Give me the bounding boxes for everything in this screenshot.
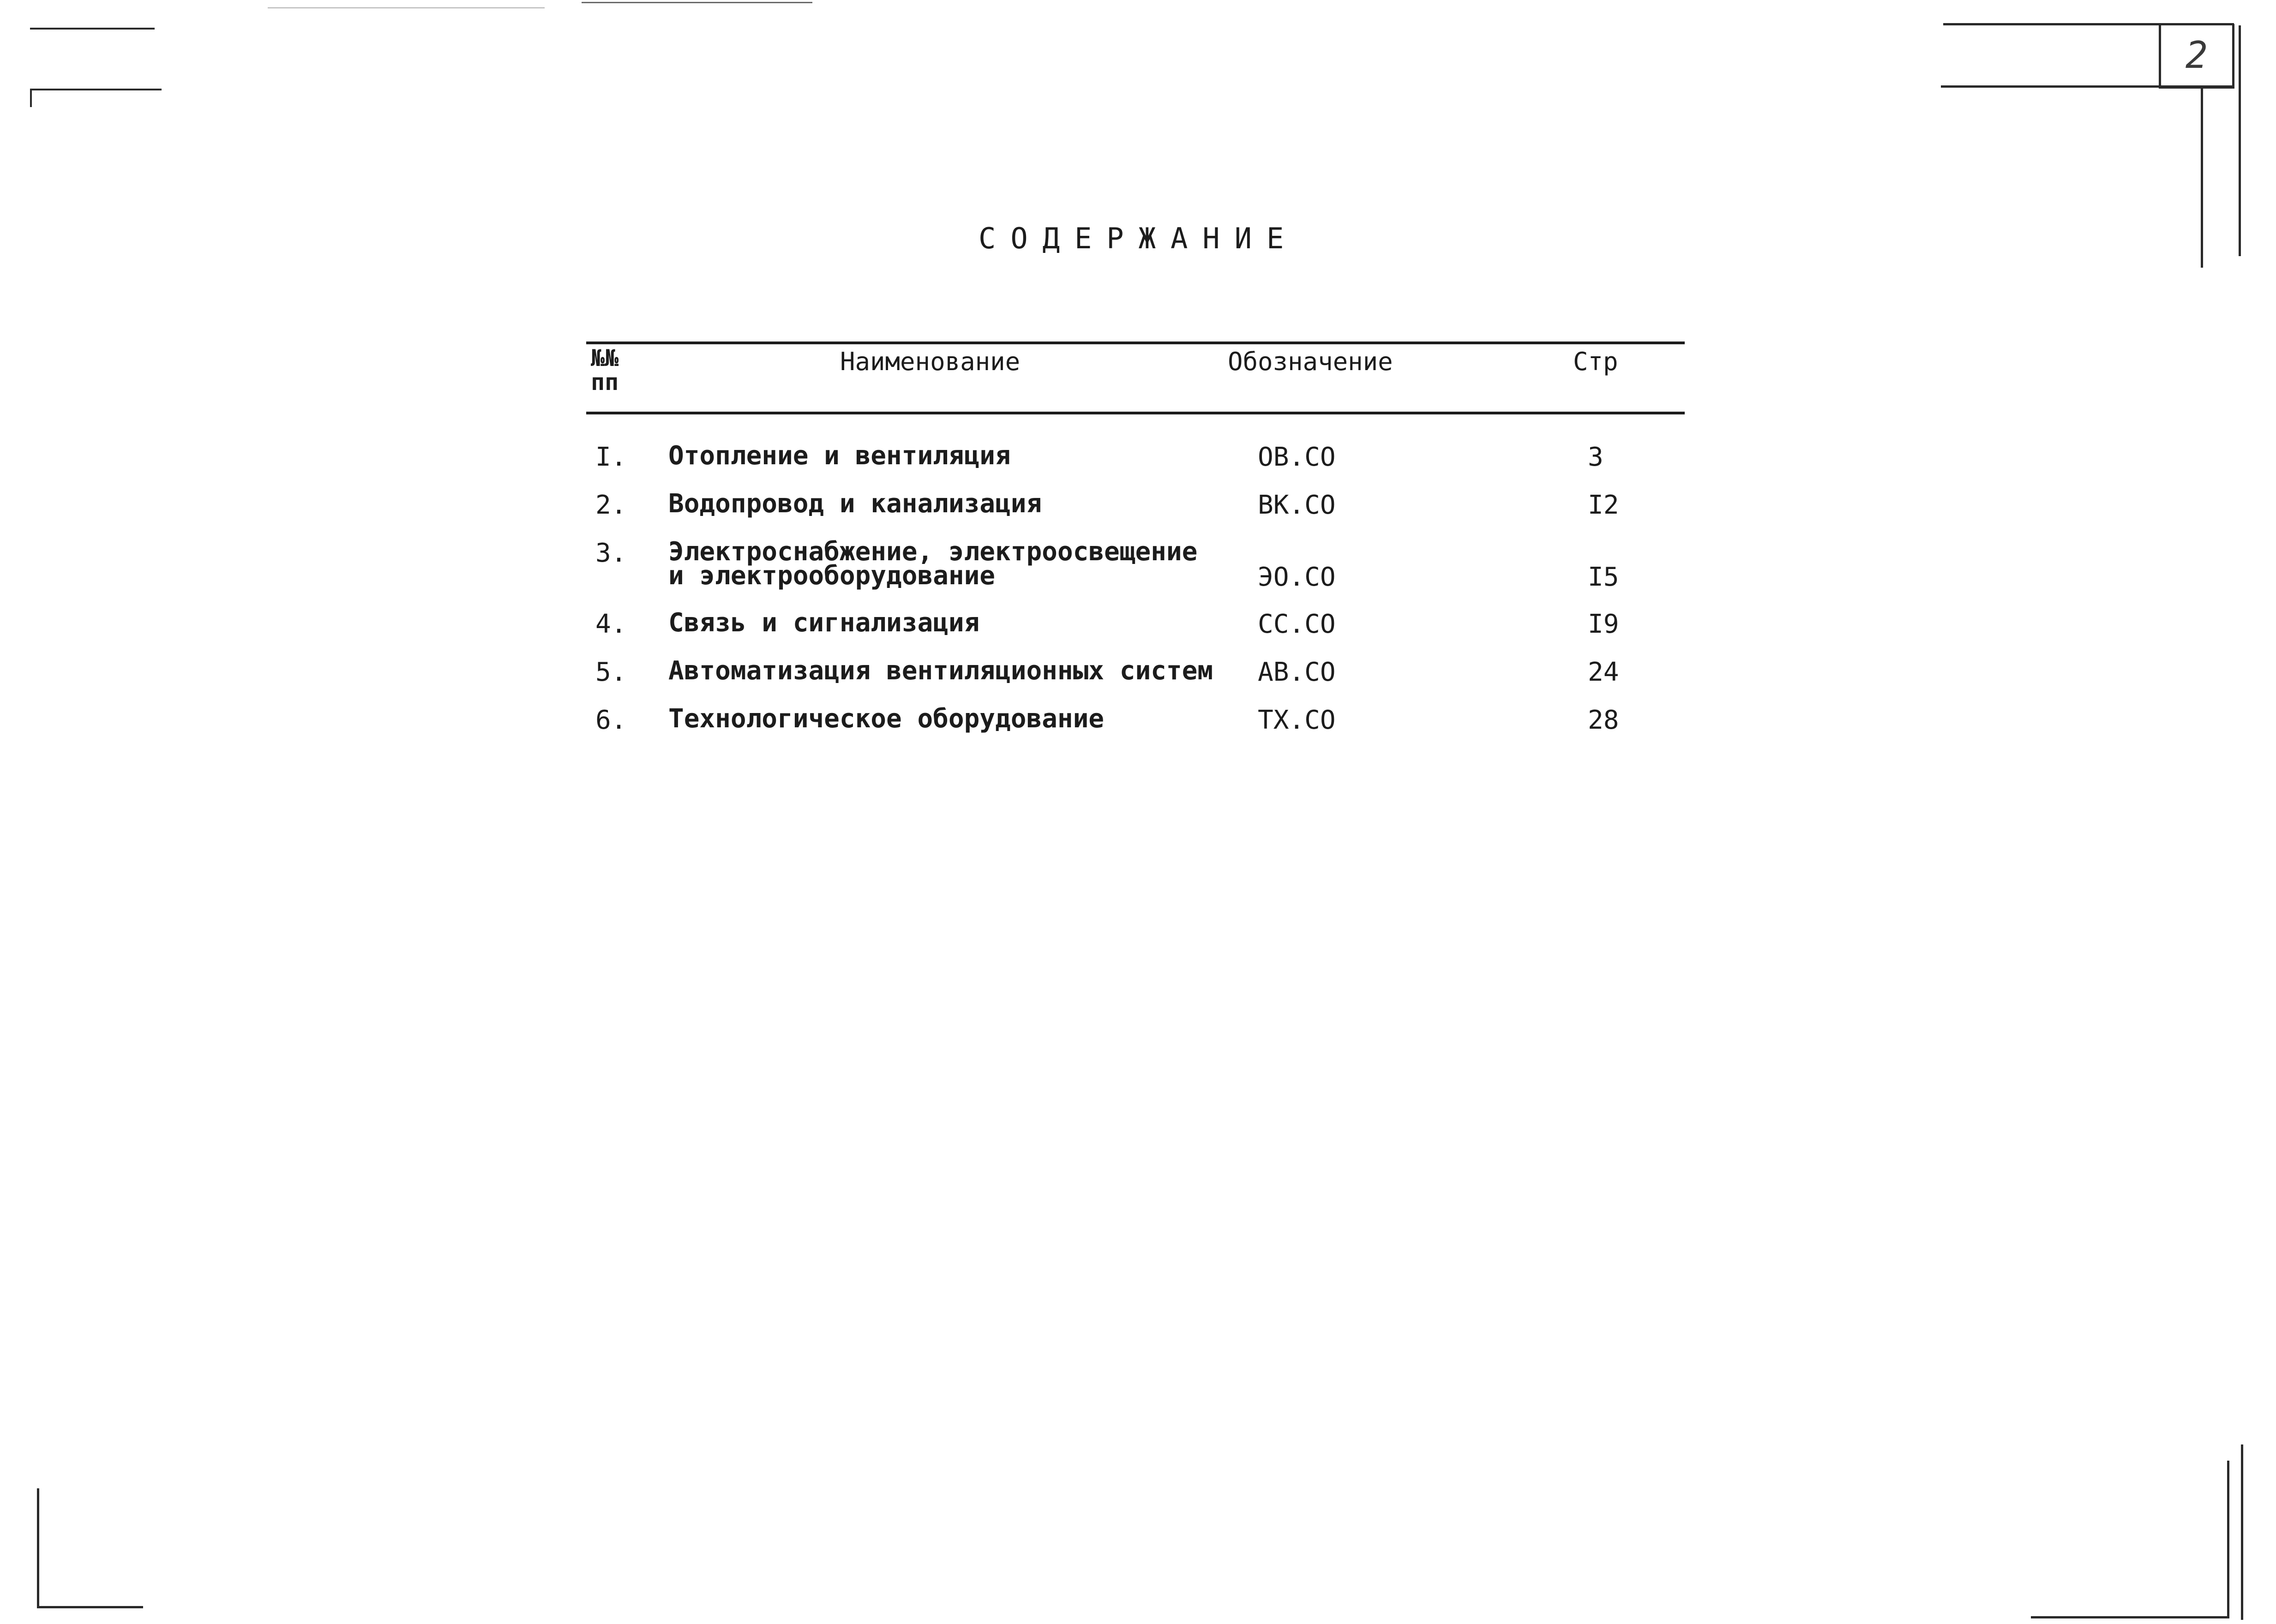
row-number: 3. <box>595 538 627 568</box>
row-number: 5. <box>595 657 627 687</box>
header-page: Стр <box>1573 347 1618 376</box>
frame-right-vertical-1 <box>2201 88 2203 268</box>
row-name-line: Электроснабжение, электроосвещение <box>668 537 1198 567</box>
frame-right-vertical-2 <box>2239 25 2241 256</box>
row-name <box>668 656 1213 686</box>
row-name-line: Отопление и вентиляция <box>668 441 1011 471</box>
row-number: 2. <box>595 490 627 520</box>
row-number: 6. <box>595 705 627 735</box>
header-code: Обозначение <box>1228 347 1393 376</box>
corner-mark-bottom-right-v2 <box>2241 1444 2243 1620</box>
row-name <box>668 704 1105 734</box>
row-code: ТХ.СО <box>1258 705 1336 735</box>
row-name-line: Водопровод и канализация <box>668 489 1042 519</box>
row-name <box>668 441 1011 471</box>
scan-edge-top <box>582 2 812 3</box>
row-code: ОВ.СО <box>1258 442 1336 472</box>
row-code: ЭО.СО <box>1258 562 1336 592</box>
row-page: I5 <box>1588 562 1619 592</box>
corner-mark-top-left-2 <box>30 89 162 90</box>
row-name-line: и электрооборудование <box>668 561 996 591</box>
row-name <box>668 489 1042 519</box>
table-top-rule <box>586 342 1685 344</box>
corner-mark-top-left-1 <box>30 28 155 30</box>
row-code: СС.СО <box>1258 609 1336 639</box>
row-page: I2 <box>1588 490 1619 520</box>
row-page: I9 <box>1588 609 1619 639</box>
row-code: ВК.СО <box>1258 490 1336 520</box>
row-name-line: Автоматизация вентиляционных систем <box>668 656 1213 686</box>
row-name-line: Технологическое оборудование <box>668 704 1105 734</box>
header-name: Наименование <box>840 347 1021 376</box>
header-number <box>591 346 628 394</box>
row-page: 28 <box>1588 705 1619 735</box>
row-code: АВ.СО <box>1258 657 1336 687</box>
row-number: I. <box>595 442 627 472</box>
corner-mark-bottom-left-v <box>37 1488 39 1608</box>
header-number-line2: пп <box>591 369 619 396</box>
row-number: 4. <box>595 609 627 639</box>
corner-mark-bottom-left-h <box>37 1606 143 1608</box>
corner-mark-top-left-3 <box>30 89 32 107</box>
corner-mark-bottom-right-v1 <box>2227 1461 2229 1618</box>
page-title: СОДЕРЖАНИЕ <box>979 222 1299 255</box>
row-page: 24 <box>1588 657 1619 687</box>
row-page: 3 <box>1588 442 1603 472</box>
header-number-line1: №№ <box>591 345 619 372</box>
table-header-rule <box>586 412 1685 414</box>
page-number: 2 <box>2159 24 2234 89</box>
corner-mark-bottom-right-h <box>2031 1616 2229 1618</box>
row-name <box>668 537 1198 591</box>
row-name <box>668 608 980 638</box>
scan-edge-top-2 <box>268 7 545 8</box>
row-name-line: Связь и сигнализация <box>668 608 980 638</box>
